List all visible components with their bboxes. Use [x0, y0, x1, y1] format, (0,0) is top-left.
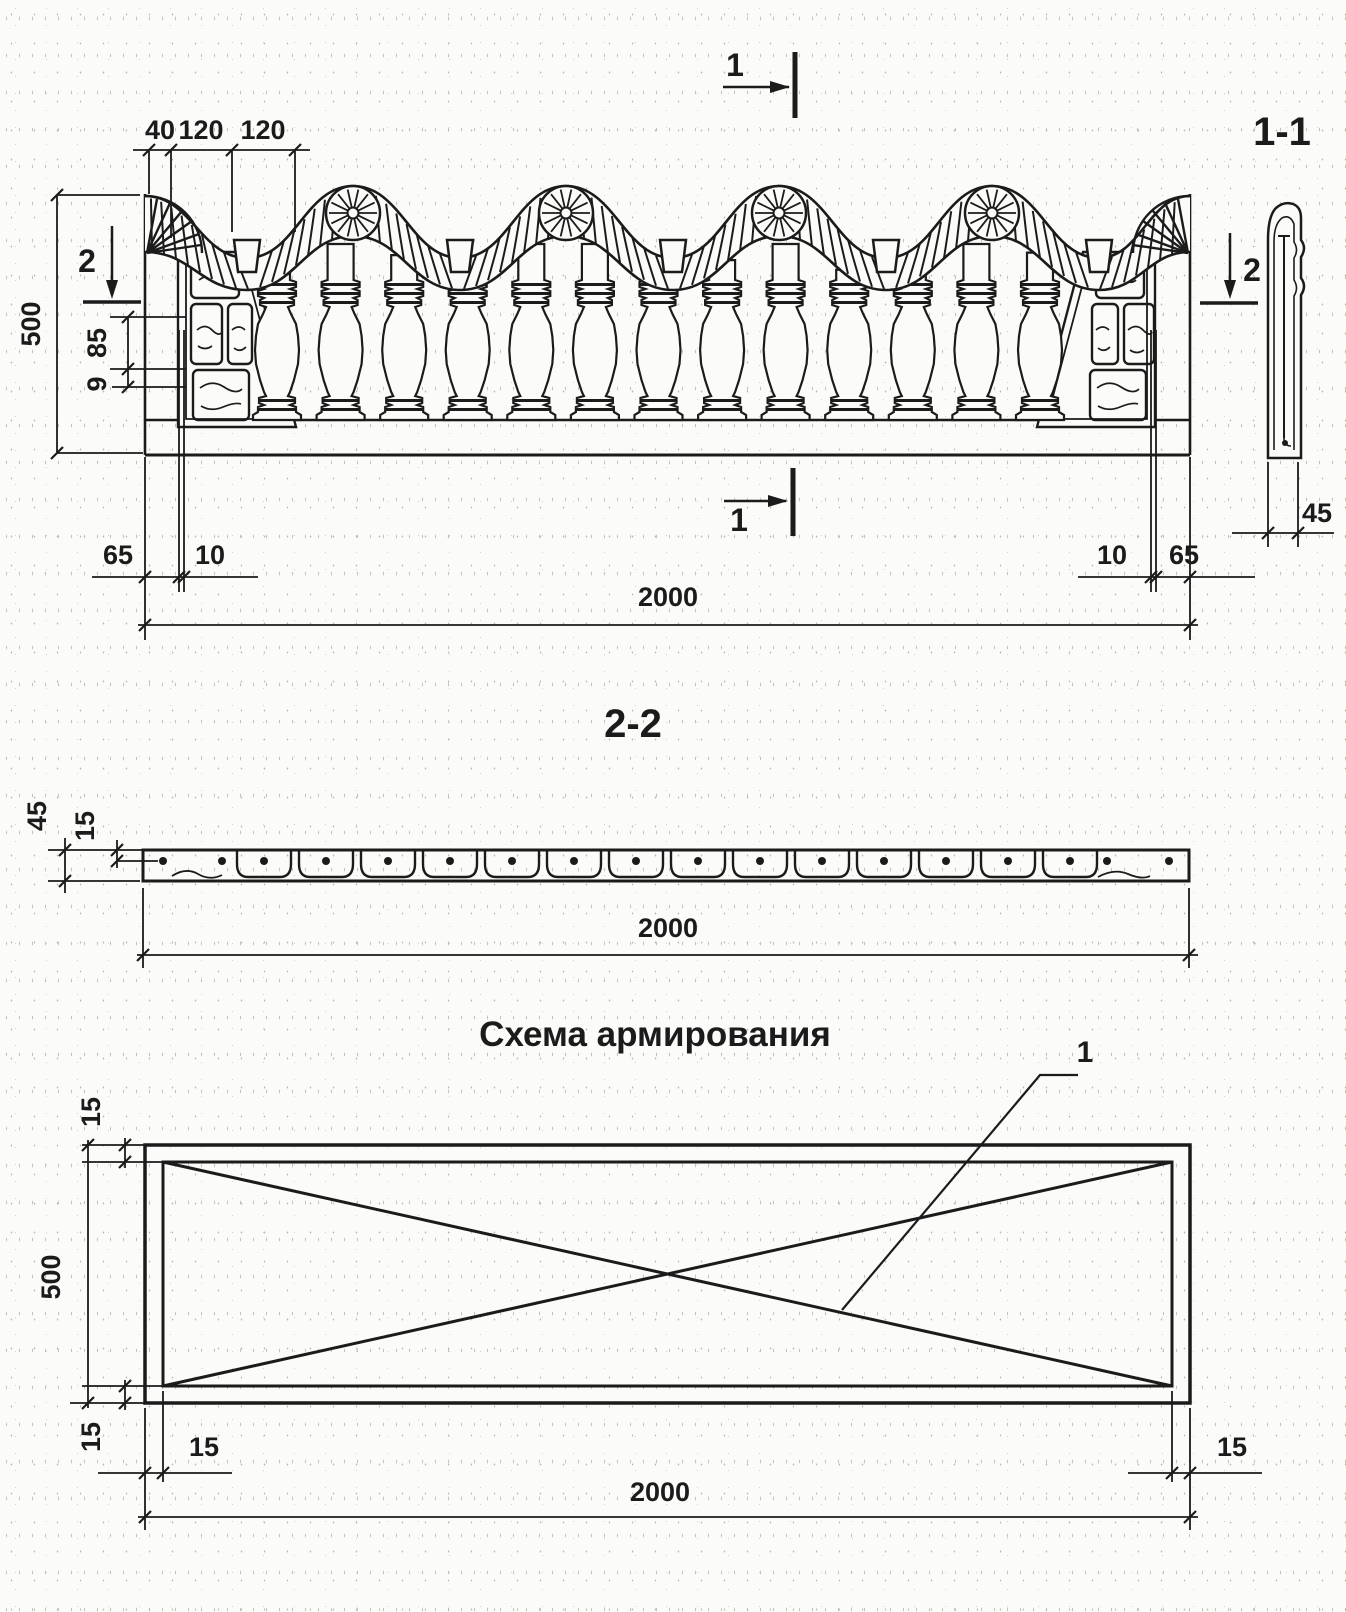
dim-label-65-left: 65	[102, 540, 134, 570]
dim-label-45-strip: 45	[22, 800, 52, 832]
section-1-1-view	[1268, 203, 1304, 458]
dim-label-15-right: 15	[1216, 1432, 1248, 1462]
dim-label-15-top: 15	[76, 1096, 106, 1128]
reinforcement-title: Схема армирования	[479, 1015, 831, 1054]
dim-label-15-left: 15	[188, 1432, 220, 1462]
strip-rebar-dots	[159, 857, 1173, 865]
dim-label-15-strip: 15	[70, 810, 100, 842]
bar-callout-label: 1	[1076, 1036, 1094, 1069]
cut-1-top-label: 1	[726, 47, 744, 83]
diagonal-braces	[163, 1162, 1172, 1386]
dim-label-2000-elevation: 2000	[637, 582, 699, 612]
cut-1-bottom-label: 1	[730, 502, 748, 538]
cut-2-right-label: 2	[1243, 252, 1261, 288]
dim-label-10-right: 10	[1096, 540, 1128, 570]
rosette-medallions	[326, 186, 1019, 240]
dim-label-9: 9	[82, 376, 112, 392]
callout-leader	[842, 1075, 1078, 1310]
dim-label-65-right: 65	[1168, 540, 1200, 570]
dim-label-10-left: 10	[194, 540, 226, 570]
section-1-1-title: 1-1	[1253, 110, 1311, 154]
dim-label-45-profile: 45	[1301, 498, 1333, 528]
dim-label-2000-scheme: 2000	[629, 1477, 691, 1507]
reinforcement-view	[145, 1075, 1190, 1403]
dim-label-120a: 120	[178, 115, 224, 145]
profile-contour	[1268, 203, 1304, 458]
baluster-cell-cups	[237, 851, 1097, 877]
dim-label-2000-strip: 2000	[637, 913, 699, 943]
section-2-2-view	[143, 850, 1189, 881]
dim-label-15-bottom: 15	[76, 1421, 106, 1453]
dim-label-500: 500	[16, 301, 46, 347]
section-2-2-title: 2-2	[604, 702, 662, 746]
dim-label-40: 40	[144, 115, 176, 145]
elevation-view	[145, 186, 1190, 455]
dim-label-85: 85	[82, 327, 112, 359]
dim-label-500-scheme: 500	[36, 1254, 66, 1300]
cut-2-left-label: 2	[78, 243, 96, 279]
dim-label-120b: 120	[240, 115, 286, 145]
